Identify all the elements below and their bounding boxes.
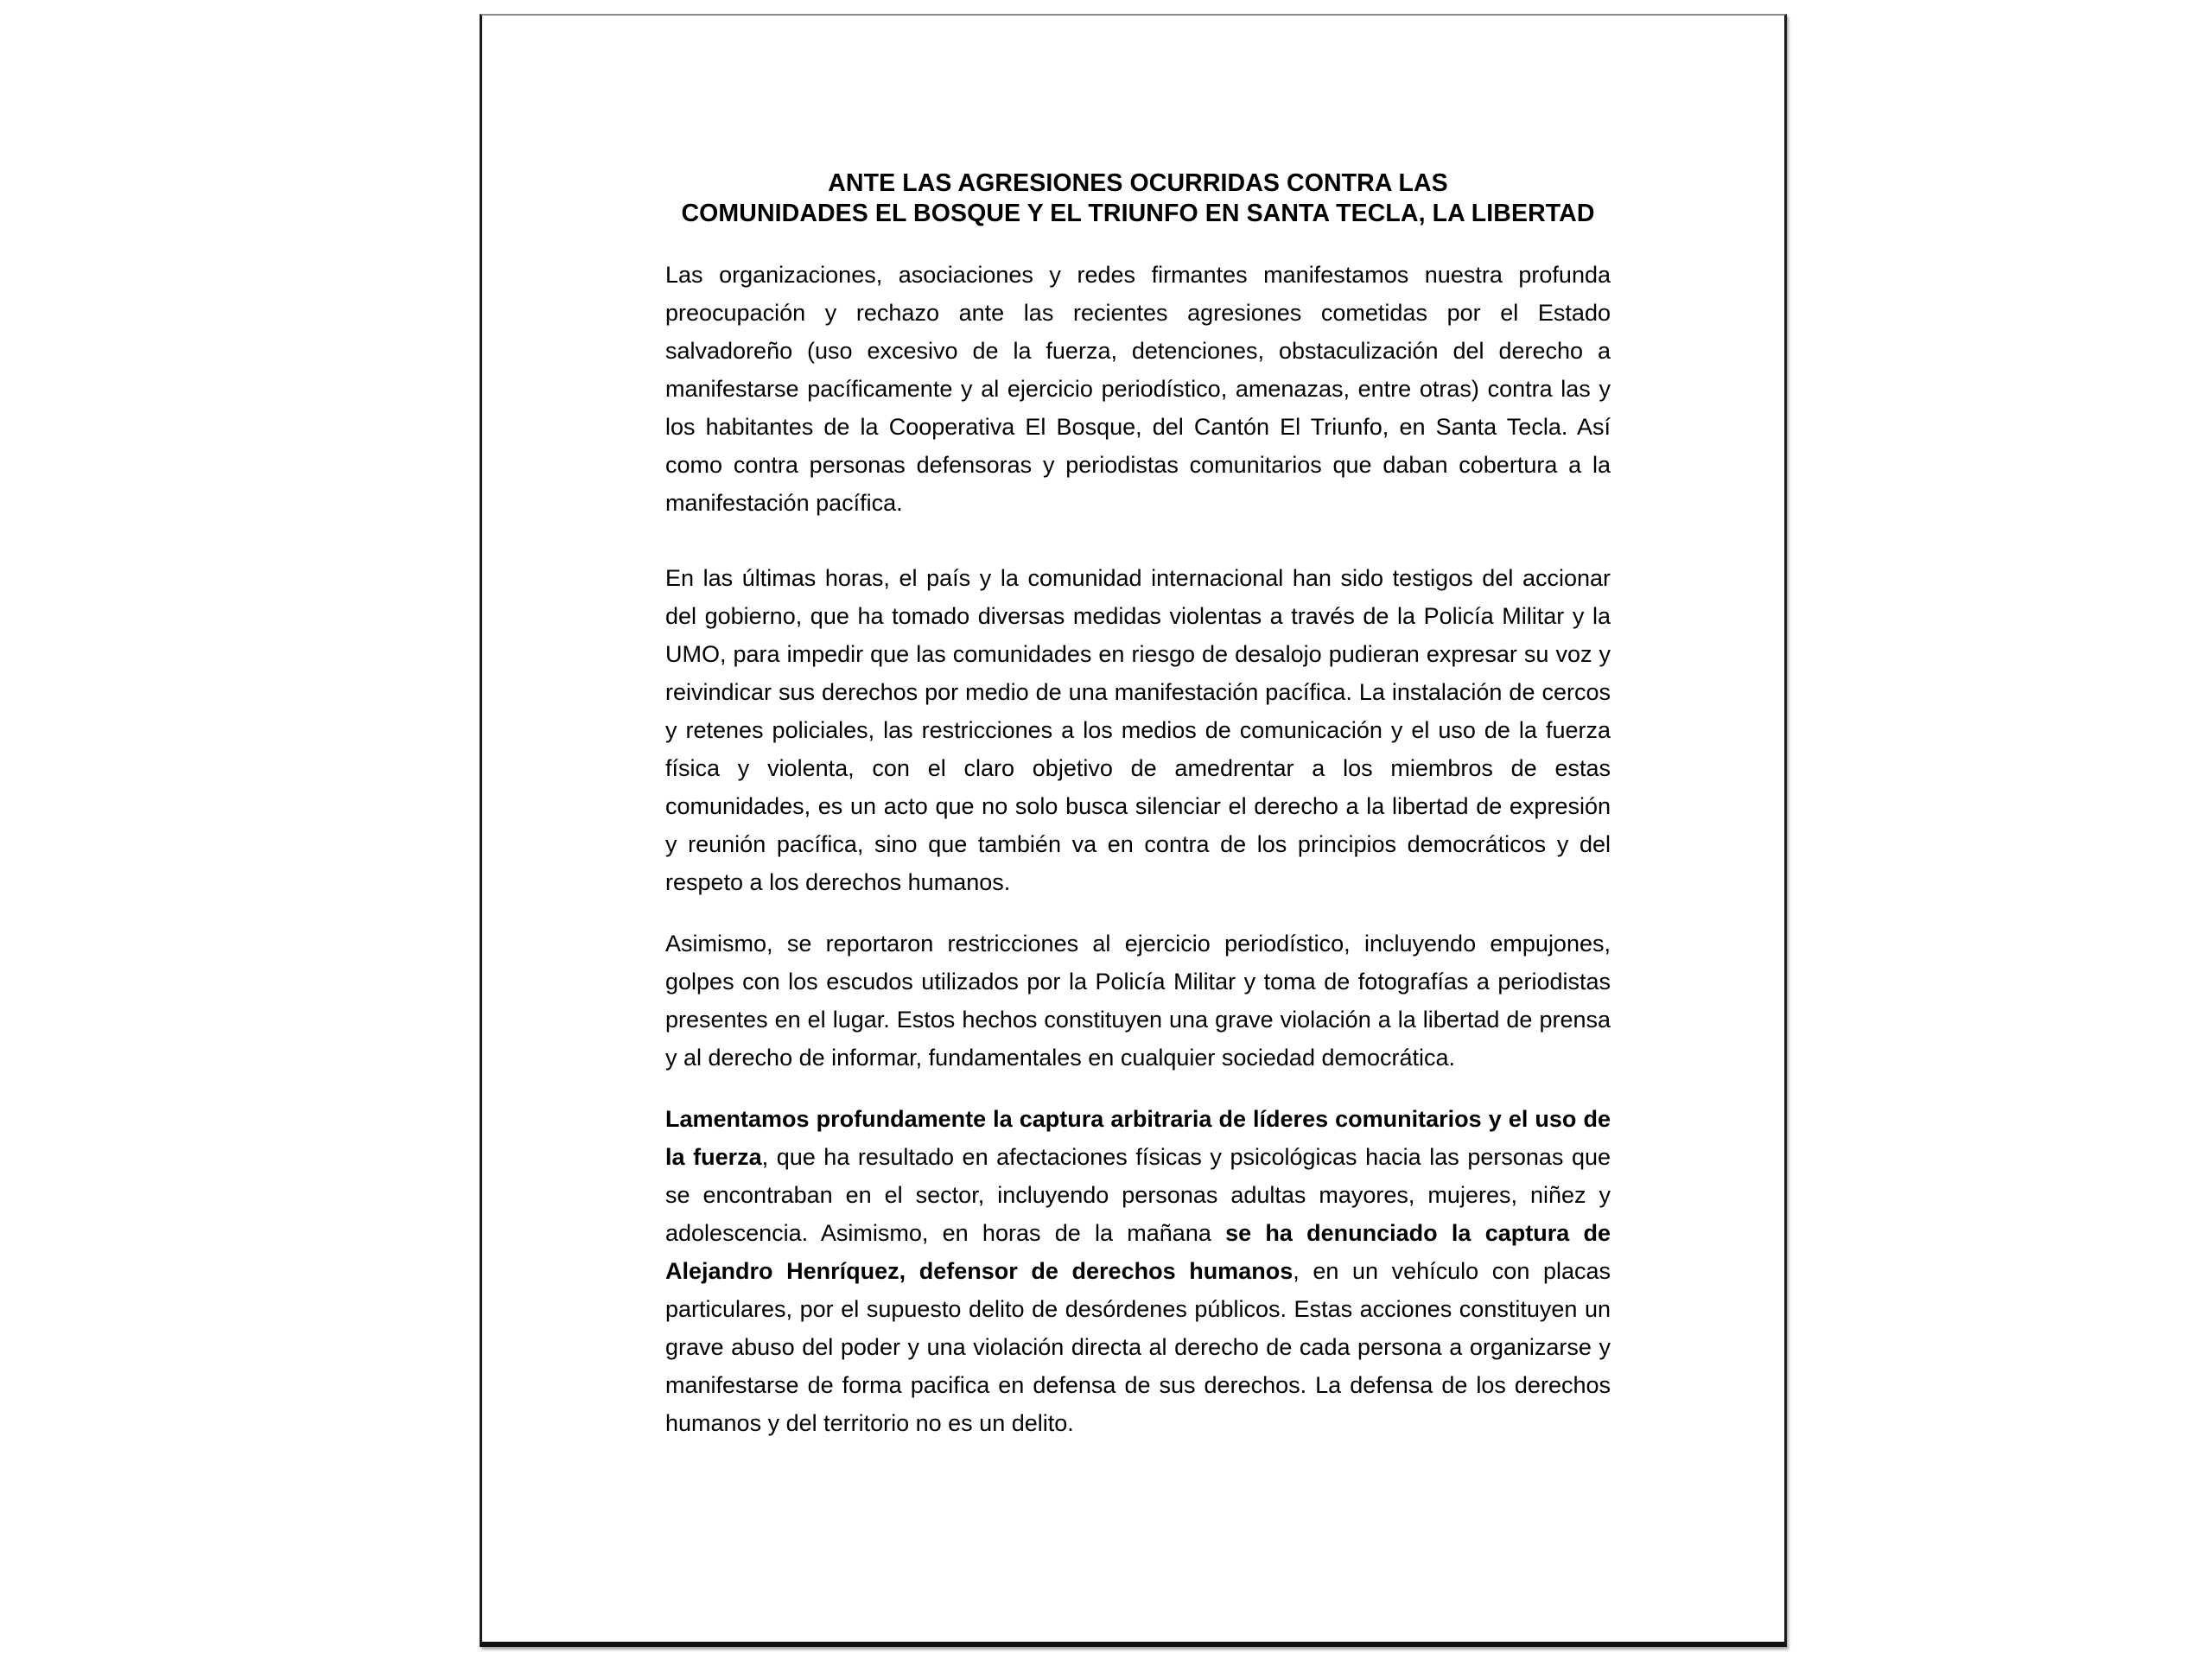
paragraph-1: Las organizaciones, asociaciones y redes firmantes manifestamos nuestra profunda preocupación y rechazo ante las recientes agresiones cometidas por el Estado salvadoreño (uso excesivo de la fuerza, detenciones, obstaculización del derecho a manifestarse pacíficamente y al ejercicio periodístico, amenazas, entre otras) contra las y los habitantes de la Cooperativa El Bosque, del Cantón El Triunfo, en Santa Tecla. Así como contra personas defensoras y periodistas comunitarios que daban cobertura a la manifestación pacífica. [665,262,1611,516]
document-page [480,14,1787,1647]
paragraph-4-bold-1: Lamentamos profundamente la captura arbitraria de líderes comunitarios y el uso de la fuerza [665,1106,1611,1170]
paragraph-2: En las últimas horas, el país y la comunidad internacional han sido testigos del accionar del gobierno, que ha tomado diversas medidas violentas a través de la Policía Militar y la UMO, para impedir que las comunidades en riesgo de desalojo pudieran expresar su voz y reivindicar sus derechos por medio de una manifestación pacífica. La instalación de cercos y retenes policiales, las restricciones a los medios de comunicación y el uso de la fuerza física y violenta, con el claro objetivo de amedrentar a los miembros de estas comunidades, es un acto que no solo busca silenciar el derecho a la libertad de expresión y reunión pacífica, sino que también va en contra de los principios democráticos y del respeto a los derechos humanos. [665,565,1611,895]
document-title [665,168,1611,229]
paragraph-3: Asimismo, se reportaron restricciones al ejercicio periodístico, incluyendo empujones, golpes con los escudos utilizados por la Policía Militar y toma de fotografías a periodistas presentes en el lugar. Estos hechos constituyen una grave violación a la libertad de prensa y al derecho de informar, fundamentales en cualquier sociedad democrática. [665,931,1611,1071]
paragraph-4-bold-2: se ha denunciado la captura de Alejandro Henríquez, defensor de derechos humanos [665,1220,1611,1284]
paragraph-4 [665,1100,1611,1442]
document-content [665,168,1611,1442]
paragraph-4-text-1: , que ha resultado en afectaciones físicas y psicológicas hacia las personas que se encontraban en el sector, incluyendo personas adultas mayores, mujeres, niñez y adolescencia. Asimismo, en horas de la mañana [665,1144,1611,1246]
title-line-1: ANTE LAS AGRESIONES OCURRIDAS CONTRA LAS [828,169,1448,197]
title-line-2: COMUNIDADES EL BOSQUE Y EL TRIUNFO EN SANTA TECLA, LA LIBERTAD [681,200,1595,227]
paragraph-4-text-2: , en un vehículo con placas particulares, por el supuesto delito de desórdenes públicos. Estas acciones constituyen un grave abuso del poder y una violación directa al derecho de cada persona a organizarse y manifestarse de forma pacifica en defensa de sus derechos. La defensa de los derechos humanos y del territorio no es un delito. [665,1258,1611,1436]
